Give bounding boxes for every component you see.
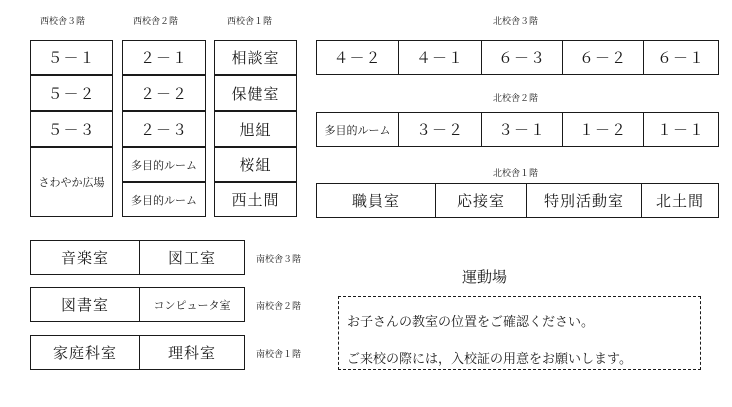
south-3f-row xyxy=(30,240,245,275)
west-3f-label: 西校舎３階 xyxy=(40,17,86,27)
room-tokubetsu-katsudoushitsu: 特別活動室 xyxy=(526,184,641,217)
field-label: 運動場 xyxy=(462,268,508,286)
room-kateikashitsu: 家庭科室 xyxy=(52,344,117,362)
room-2-1: ２－１ xyxy=(122,40,206,75)
north-1f-label: 北校舎１階 xyxy=(493,169,539,179)
room-5-2: ５－２ xyxy=(30,75,113,111)
room-computer: コンピュータ室 xyxy=(139,288,244,321)
south-3f-label: 南校舎３階 xyxy=(256,255,302,265)
room-asahi-gumi: 旭組 xyxy=(214,111,297,147)
notice-line-1: お子さんの教室の位置をご確認ください。 xyxy=(347,315,595,330)
room-toshoshitsu: 図書室 xyxy=(60,296,109,314)
room-hokenshitsu: 保健室 xyxy=(214,75,297,111)
room-tamokuteki-north: 多目的ルーム xyxy=(324,123,391,137)
west-1f-label: 西校舎１階 xyxy=(227,17,273,27)
room-tamokuteki-west-a: 多目的ルーム xyxy=(122,147,206,182)
north-1f-row xyxy=(316,183,719,218)
room-5-3: ５－３ xyxy=(30,111,113,147)
room-2-2: ２－２ xyxy=(122,75,206,111)
room-2-3: ２－３ xyxy=(122,111,206,147)
room-5-1: ５－１ xyxy=(30,40,113,75)
room-6-2: ６－２ xyxy=(562,41,643,74)
room-sakura-gumi: 桜組 xyxy=(214,147,297,182)
room-4-1: ４－１ xyxy=(398,41,481,74)
room-rikashitsu: 理科室 xyxy=(139,336,244,369)
room-sawayaka-hiroba: さわやか広場 xyxy=(30,147,113,217)
room-kita-doma: 北土間 xyxy=(641,184,718,217)
room-3-2: ３－２ xyxy=(398,113,481,146)
south-2f-row xyxy=(30,287,245,322)
north-2f-label: 北校舎２階 xyxy=(493,94,539,104)
south-2f-label: 南校舎２階 xyxy=(256,302,302,312)
notice-box xyxy=(338,296,701,370)
west-2f-label: 西校舎２階 xyxy=(133,17,179,27)
room-1-1: １－１ xyxy=(643,113,718,146)
room-ousetsushitsu: 応接室 xyxy=(435,184,526,217)
notice-line-2: ご来校の際には，入校証の用意をお願いします。 xyxy=(347,352,632,367)
room-zukoushitsu: 図工室 xyxy=(139,241,244,274)
north-2f-row xyxy=(316,112,719,147)
room-nishi-doma: 西土間 xyxy=(214,182,297,217)
north-3f-label: 北校舎３階 xyxy=(493,17,539,27)
room-tamokuteki-west-b: 多目的ルーム xyxy=(122,182,206,217)
room-shokuinshitsu: 職員室 xyxy=(351,192,400,210)
south-1f-row xyxy=(30,335,245,370)
room-4-2: ４－２ xyxy=(333,49,382,67)
north-3f-row xyxy=(316,40,719,75)
room-1-2: １－２ xyxy=(562,113,643,146)
room-3-1: ３－１ xyxy=(481,113,562,146)
room-6-3: ６－３ xyxy=(481,41,562,74)
room-6-1: ６－１ xyxy=(643,41,718,74)
room-ongakushitsu: 音楽室 xyxy=(60,249,109,267)
room-soudanshitsu: 相談室 xyxy=(214,40,297,75)
south-1f-label: 南校舎１階 xyxy=(256,350,302,360)
